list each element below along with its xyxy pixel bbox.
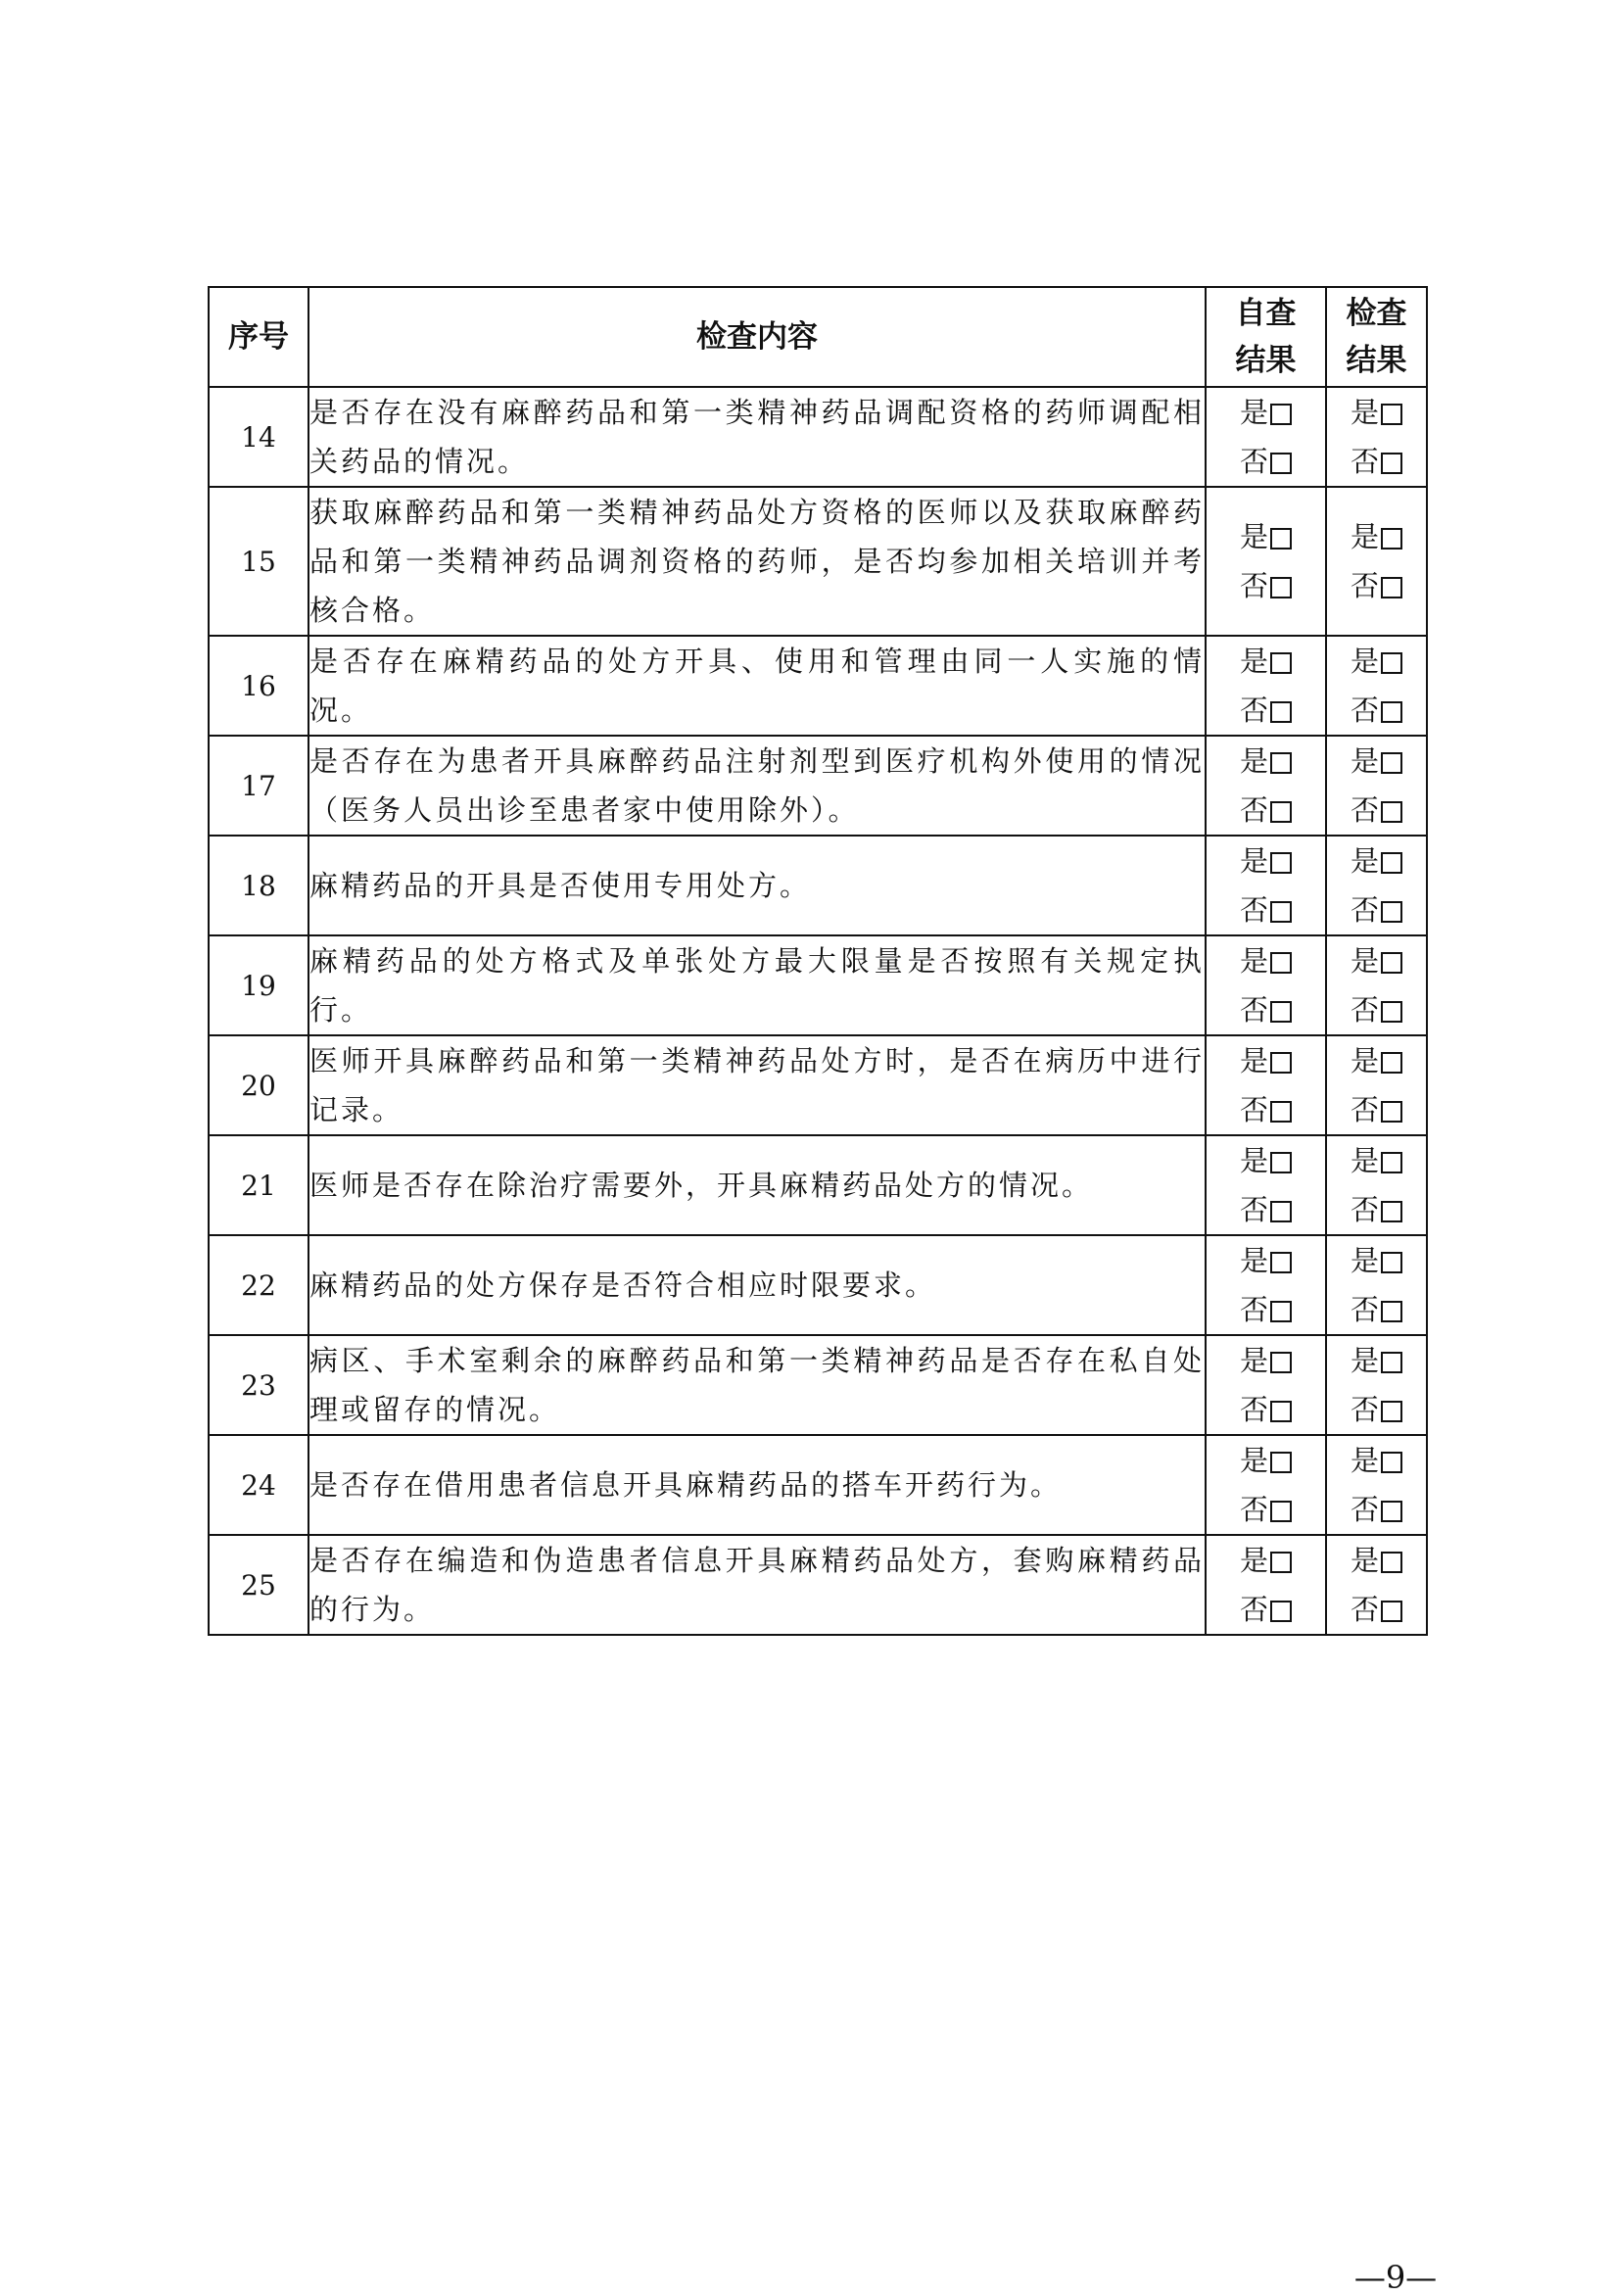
inspection-yes-option[interactable] — [1327, 512, 1426, 561]
checkbox-icon[interactable] — [1270, 1052, 1292, 1074]
self-check-result-cell — [1206, 387, 1326, 487]
inspection-no-label: 否 — [1350, 1193, 1379, 1226]
checkbox-icon[interactable] — [1381, 1401, 1402, 1422]
row-check-content: 是否存在编造和伪造患者信息开具麻精药品处方，套购麻精药品的行为。 — [308, 1535, 1206, 1635]
inspection-result-cell — [1326, 1135, 1427, 1235]
checkbox-icon[interactable] — [1270, 652, 1292, 674]
row-check-content: 麻精药品的开具是否使用专用处方。 — [308, 836, 1206, 935]
table-row — [209, 935, 1427, 1035]
self-check-result-cell — [1206, 1335, 1326, 1435]
inspection-result-cell — [1326, 487, 1427, 636]
checkbox-icon[interactable] — [1270, 952, 1292, 974]
checkbox-icon[interactable] — [1381, 1252, 1402, 1273]
self-check-yes-label: 是 — [1239, 1144, 1268, 1177]
self-check-yes-label: 是 — [1239, 1344, 1268, 1377]
inspection-yes-option[interactable] — [1327, 1236, 1426, 1285]
self-check-no-option[interactable] — [1207, 885, 1325, 934]
self-check-yes-option[interactable] — [1207, 512, 1325, 561]
checkbox-icon[interactable] — [1270, 528, 1292, 550]
inspection-no-label: 否 — [1350, 1593, 1379, 1626]
self-check-result-cell — [1206, 736, 1326, 836]
inspection-yes-label: 是 — [1350, 520, 1379, 553]
checkbox-icon[interactable] — [1381, 1501, 1402, 1522]
inspection-checklist-table — [208, 286, 1428, 1636]
checkbox-icon[interactable] — [1381, 901, 1402, 923]
checkbox-icon[interactable] — [1381, 1001, 1402, 1023]
inspection-no-label: 否 — [1350, 993, 1379, 1027]
inspection-result-cell — [1326, 1535, 1427, 1635]
self-check-result-cell — [1206, 636, 1326, 736]
inspection-no-label: 否 — [1350, 1093, 1379, 1126]
checkbox-icon[interactable] — [1381, 1201, 1402, 1222]
inspection-no-option[interactable] — [1327, 985, 1426, 1034]
row-check-content: 麻精药品的处方保存是否符合相应时限要求。 — [308, 1235, 1206, 1335]
checkbox-icon[interactable] — [1270, 1401, 1292, 1422]
inspection-yes-option[interactable] — [1327, 1536, 1426, 1585]
self-check-no-label: 否 — [1239, 1093, 1268, 1126]
inspection-no-option[interactable] — [1327, 1385, 1426, 1434]
header-check-content: 检查内容 — [308, 287, 1206, 387]
inspection-no-option[interactable] — [1327, 437, 1426, 486]
self-check-no-option[interactable] — [1207, 561, 1325, 610]
self-check-no-label: 否 — [1239, 993, 1268, 1027]
row-serial-number: 20 — [209, 1035, 308, 1135]
checkbox-icon[interactable] — [1270, 1252, 1292, 1273]
self-check-no-label: 否 — [1239, 793, 1268, 827]
self-check-result-cell — [1206, 1235, 1326, 1335]
self-check-yes-option[interactable] — [1207, 936, 1325, 985]
self-check-no-label: 否 — [1239, 694, 1268, 727]
checkbox-icon[interactable] — [1381, 1052, 1402, 1074]
self-check-yes-option[interactable] — [1207, 737, 1325, 786]
self-check-result-cell — [1206, 1535, 1326, 1635]
inspection-no-label: 否 — [1350, 445, 1379, 478]
checkbox-icon[interactable] — [1381, 652, 1402, 674]
inspection-yes-label: 是 — [1350, 396, 1379, 429]
row-check-content: 医师开具麻醉药品和第一类精神药品处方时，是否在病历中进行记录。 — [308, 1035, 1206, 1135]
self-check-no-option[interactable] — [1207, 1185, 1325, 1234]
checkbox-icon[interactable] — [1381, 453, 1402, 474]
self-check-yes-label: 是 — [1239, 844, 1268, 878]
row-serial-number: 25 — [209, 1535, 308, 1635]
self-check-no-option[interactable] — [1207, 1585, 1325, 1634]
self-check-yes-label: 是 — [1239, 1444, 1268, 1477]
self-check-no-label: 否 — [1239, 1493, 1268, 1526]
self-check-no-option[interactable] — [1207, 686, 1325, 735]
self-check-result-cell — [1206, 1435, 1326, 1535]
table-row — [209, 1035, 1427, 1135]
checkbox-icon[interactable] — [1381, 1152, 1402, 1173]
inspection-no-label: 否 — [1350, 694, 1379, 727]
inspection-result-cell — [1326, 387, 1427, 487]
inspection-no-option[interactable] — [1327, 1085, 1426, 1134]
inspection-no-option[interactable] — [1327, 1585, 1426, 1634]
row-serial-number: 24 — [209, 1435, 308, 1535]
inspection-yes-option[interactable] — [1327, 1336, 1426, 1385]
checkbox-icon[interactable] — [1270, 1601, 1292, 1622]
self-check-yes-label: 是 — [1239, 944, 1268, 978]
self-check-no-option[interactable] — [1207, 1285, 1325, 1334]
row-check-content: 麻精药品的处方格式及单张处方最大限量是否按照有关规定执行。 — [308, 935, 1206, 1035]
row-serial-number: 16 — [209, 636, 308, 736]
table-row — [209, 736, 1427, 836]
row-check-content: 获取麻醉药品和第一类精神药品处方资格的医师以及获取麻醉药品和第一类精神药品调剂资格的药师，是否均参加相关培训并考核合格。 — [308, 487, 1206, 636]
self-check-result-cell — [1206, 836, 1326, 935]
row-check-content: 医师是否存在除治疗需要外，开具麻精药品处方的情况。 — [308, 1135, 1206, 1235]
row-serial-number: 23 — [209, 1335, 308, 1435]
inspection-yes-option[interactable] — [1327, 637, 1426, 686]
table-row — [209, 487, 1427, 636]
row-serial-number: 17 — [209, 736, 308, 836]
self-check-yes-option[interactable] — [1207, 1236, 1325, 1285]
table-row — [209, 1235, 1427, 1335]
self-check-yes-label: 是 — [1239, 645, 1268, 678]
self-check-no-option[interactable] — [1207, 985, 1325, 1034]
inspection-no-label: 否 — [1350, 1493, 1379, 1526]
row-serial-number: 22 — [209, 1235, 308, 1335]
row-serial-number: 21 — [209, 1135, 308, 1235]
inspection-result-cell — [1326, 836, 1427, 935]
checkbox-icon[interactable] — [1381, 952, 1402, 974]
self-check-no-label: 否 — [1239, 1293, 1268, 1326]
self-check-yes-option[interactable] — [1207, 1036, 1325, 1085]
table-row — [209, 636, 1427, 736]
checkbox-icon[interactable] — [1381, 1601, 1402, 1622]
checkbox-icon[interactable] — [1270, 1301, 1292, 1322]
checkbox-icon[interactable] — [1270, 577, 1292, 598]
self-check-no-option[interactable] — [1207, 1385, 1325, 1434]
inspection-no-option[interactable] — [1327, 1185, 1426, 1234]
row-check-content: 是否存在为患者开具麻醉药品注射剂型到医疗机构外使用的情况（医务人员出诊至患者家中使用除外）。 — [308, 736, 1206, 836]
checkbox-icon[interactable] — [1381, 404, 1402, 425]
inspection-yes-option[interactable] — [1327, 936, 1426, 985]
inspection-yes-option[interactable] — [1327, 1036, 1426, 1085]
row-check-content: 是否存在没有麻醉药品和第一类精神药品调配资格的药师调配相关药品的情况。 — [308, 387, 1206, 487]
inspection-no-option[interactable] — [1327, 1285, 1426, 1334]
row-check-content: 是否存在麻精药品的处方开具、使用和管理由同一人实施的情况。 — [308, 636, 1206, 736]
self-check-no-option[interactable] — [1207, 1085, 1325, 1134]
self-check-no-option[interactable] — [1207, 437, 1325, 486]
checkbox-icon[interactable] — [1270, 1101, 1292, 1123]
checkbox-icon[interactable] — [1270, 901, 1292, 923]
self-check-result-cell — [1206, 1035, 1326, 1135]
self-check-no-label: 否 — [1239, 569, 1268, 602]
row-serial-number: 15 — [209, 487, 308, 636]
checkbox-icon[interactable] — [1270, 453, 1292, 474]
inspection-yes-label: 是 — [1350, 1144, 1379, 1177]
checkbox-icon[interactable] — [1381, 1352, 1402, 1373]
self-check-yes-option[interactable] — [1207, 637, 1325, 686]
self-check-no-option[interactable] — [1207, 786, 1325, 835]
inspection-result-cell — [1326, 935, 1427, 1035]
inspection-no-option[interactable] — [1327, 885, 1426, 934]
inspection-yes-label: 是 — [1350, 944, 1379, 978]
inspection-result-cell — [1326, 1235, 1427, 1335]
inspection-no-label: 否 — [1350, 793, 1379, 827]
checkbox-icon[interactable] — [1381, 852, 1402, 874]
checkbox-icon[interactable] — [1381, 752, 1402, 774]
checkbox-icon[interactable] — [1270, 1152, 1292, 1173]
inspection-yes-label: 是 — [1350, 1044, 1379, 1077]
table-row — [209, 836, 1427, 935]
inspection-result-cell — [1326, 1335, 1427, 1435]
self-check-yes-option[interactable] — [1207, 1436, 1325, 1485]
row-check-content: 病区、手术室剩余的麻醉药品和第一类精神药品是否存在私自处理或留存的情况。 — [308, 1335, 1206, 1435]
self-check-no-label: 否 — [1239, 1193, 1268, 1226]
checkbox-icon[interactable] — [1381, 1101, 1402, 1123]
inspection-no-option[interactable] — [1327, 686, 1426, 735]
inspection-yes-label: 是 — [1350, 1244, 1379, 1277]
table-row — [209, 1335, 1427, 1435]
self-check-result-cell — [1206, 487, 1326, 636]
self-check-no-label: 否 — [1239, 445, 1268, 478]
inspection-yes-label: 是 — [1350, 844, 1379, 878]
checkbox-icon[interactable] — [1381, 701, 1402, 723]
checkbox-icon[interactable] — [1270, 1552, 1292, 1573]
self-check-yes-option[interactable] — [1207, 837, 1325, 885]
row-serial-number: 19 — [209, 935, 308, 1035]
inspection-yes-label: 是 — [1350, 645, 1379, 678]
inspection-no-option[interactable] — [1327, 1485, 1426, 1534]
inspection-no-option[interactable] — [1327, 561, 1426, 610]
checkbox-icon[interactable] — [1270, 801, 1292, 823]
checkbox-icon[interactable] — [1270, 701, 1292, 723]
self-check-yes-label: 是 — [1239, 520, 1268, 553]
inspection-yes-option[interactable] — [1327, 837, 1426, 885]
header-self-check-result: 自查 结果 — [1206, 287, 1326, 387]
inspection-result-cell — [1326, 636, 1427, 736]
checkbox-icon[interactable] — [1381, 1452, 1402, 1473]
inspection-yes-label: 是 — [1350, 1544, 1379, 1577]
checkbox-icon[interactable] — [1270, 1452, 1292, 1473]
header-serial-number: 序号 — [209, 287, 308, 387]
checkbox-icon[interactable] — [1270, 752, 1292, 774]
table-header-row — [209, 287, 1427, 387]
inspection-yes-option[interactable] — [1327, 388, 1426, 437]
checkbox-icon[interactable] — [1270, 1501, 1292, 1522]
table-row — [209, 387, 1427, 487]
inspection-yes-label: 是 — [1350, 744, 1379, 778]
row-serial-number: 18 — [209, 836, 308, 935]
inspection-result-cell — [1326, 1035, 1427, 1135]
self-check-yes-option[interactable] — [1207, 388, 1325, 437]
table-row — [209, 1135, 1427, 1235]
self-check-yes-option[interactable] — [1207, 1336, 1325, 1385]
inspection-no-option[interactable] — [1327, 786, 1426, 835]
inspection-yes-label: 是 — [1350, 1444, 1379, 1477]
inspection-yes-option[interactable] — [1327, 1436, 1426, 1485]
table-row — [209, 1435, 1427, 1535]
checkbox-icon[interactable] — [1381, 1301, 1402, 1322]
checkbox-icon[interactable] — [1381, 528, 1402, 550]
header-inspection-result: 检查 结果 — [1326, 287, 1427, 387]
self-check-yes-label: 是 — [1239, 744, 1268, 778]
inspection-yes-label: 是 — [1350, 1344, 1379, 1377]
table-row — [209, 1535, 1427, 1635]
inspection-yes-option[interactable] — [1327, 737, 1426, 786]
checkbox-icon[interactable] — [1270, 852, 1292, 874]
row-check-content: 是否存在借用患者信息开具麻精药品的搭车开药行为。 — [308, 1435, 1206, 1535]
self-check-yes-label: 是 — [1239, 1544, 1268, 1577]
inspection-no-label: 否 — [1350, 1293, 1379, 1326]
inspection-no-label: 否 — [1350, 893, 1379, 927]
self-check-yes-label: 是 — [1239, 396, 1268, 429]
self-check-no-label: 否 — [1239, 1393, 1268, 1426]
inspection-no-label: 否 — [1350, 569, 1379, 602]
checkbox-icon[interactable] — [1270, 404, 1292, 425]
self-check-no-option[interactable] — [1207, 1485, 1325, 1534]
checkbox-icon[interactable] — [1381, 801, 1402, 823]
inspection-yes-option[interactable] — [1327, 1136, 1426, 1185]
self-check-result-cell — [1206, 935, 1326, 1035]
checkbox-icon[interactable] — [1270, 1352, 1292, 1373]
row-serial-number: 14 — [209, 387, 308, 487]
self-check-yes-label: 是 — [1239, 1244, 1268, 1277]
inspection-result-cell — [1326, 736, 1427, 836]
self-check-yes-option[interactable] — [1207, 1136, 1325, 1185]
self-check-no-label: 否 — [1239, 893, 1268, 927]
inspection-no-label: 否 — [1350, 1393, 1379, 1426]
checkbox-icon[interactable] — [1381, 1552, 1402, 1573]
self-check-yes-label: 是 — [1239, 1044, 1268, 1077]
self-check-yes-option[interactable] — [1207, 1536, 1325, 1585]
inspection-result-cell — [1326, 1435, 1427, 1535]
checkbox-icon[interactable] — [1381, 577, 1402, 598]
self-check-no-label: 否 — [1239, 1593, 1268, 1626]
self-check-result-cell — [1206, 1135, 1326, 1235]
checkbox-icon[interactable] — [1270, 1001, 1292, 1023]
checkbox-icon[interactable] — [1270, 1201, 1292, 1222]
page-number: —9— — [1353, 2259, 1438, 2296]
